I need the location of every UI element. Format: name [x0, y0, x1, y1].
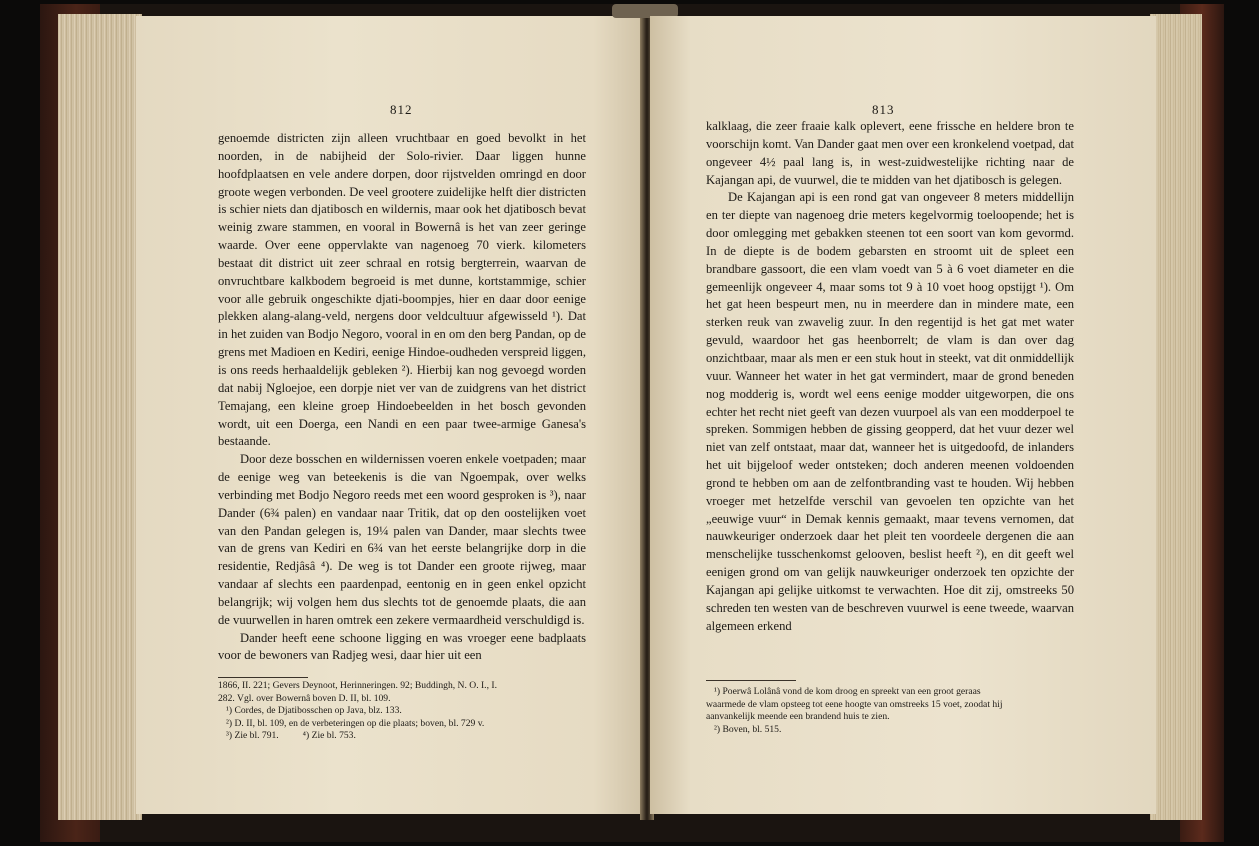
footnotes [218, 680, 588, 743]
footnotes [706, 686, 1078, 736]
paragraph: Dander heeft eene schoone ligging en was vroeger eene badplaats voor de bewoners van Radjeg wesi, daar hier uit een [218, 630, 586, 663]
left-page [136, 16, 644, 814]
footnote: ¹) Poerwâ Lolânâ vond de kom droog en spreekt van een groot geraas [714, 686, 981, 697]
right-page [650, 16, 1156, 814]
footnote: aanvankelijk meende een brandend huis te zien. [706, 711, 890, 723]
footnote-rule [218, 677, 308, 678]
page-edges-right [1150, 14, 1202, 820]
footnote: 1866, II. 221; Gevers Deynoot, Herinneringen. 92; Buddingh, N. O. I., I. [218, 680, 497, 691]
paragraph: De Kajangan api is een rond gat van ongeveer 8 meters middellijn en ter diepte van nagenoeg drie meters kegelvormig toeloopende; het is door omlegging met gebakken steenen tot een soort van kom gevormd. In de diepte is de bodem gebarsten en stroomt uit de spleet een brandbare gassoort, die een vlam voedt van 5 à 6 voet diameter en die gemeenlijk ongeveer 4, maar soms tot 9 à 10 voet hoog opstijgt ¹). Om het gat heen bespeurt men, nu in meerdere dan in mindere mate, een sterken reuk van zwavelig zuur. In den regentijd is het gat met water gevuld, waardoor het gas heenborrelt; de vlam is dan over dag onzichtbaar, maar als men er een stuk hout in steekt, vat dit onmiddellijk vuur. Wanneer het water in het gat vermindert, maar de grond beneden nog modderig is, wordt wel eens eenige modder uitgeworpen, die ons echter het recht niet geeft van dezen vuurpoel als van een modderpoel te spreken. Sommigen hebben de gissing geopperd, dat het vuur dezer wel niet van zelf ontstaat, maar dat, wanneer het is uitgedoofd, de inlanders het uit bijgeloof weder ontsteken; doch anderen meenen voldoenden grond te hebben om aan de zelfontbranding vast te houden. Wij hebben vroeger met hetzelfde verschil van gevoelen ten opzichte van het „eeuwige vuur“ in Demak kennis gemaakt, maar tevens vernomen, dat nauwkeuriger onderzoek daar het pleit ten voordeele dergenen die aan menschelijke tusschenkomst gelooven, beslist heeft ²), en dit geeft wel eenigen grond om van gelijk nauwkeuriger onderzoek ten opzichte der Kajangan api gelijke uitkomst te verwachten. Hoe dit zij, omstreeks 50 schreden ten westen van de beschreven vuurwel is eene tweede, waarvan algemeen erkend [706, 190, 1074, 633]
footnote: ²) Boven, bl. 515. [714, 723, 782, 735]
page-edges-left [58, 14, 142, 820]
footnote: 282. Vgl. over Bowernâ boven D. II, bl. 109. [218, 692, 391, 704]
footnote: ³) Zie bl. 791. ⁴) Zie bl. 753. [226, 730, 356, 742]
page-body [218, 130, 586, 665]
page-number: 813 [872, 102, 895, 117]
page-number: 812 [390, 102, 413, 117]
footnote: ²) D. II, bl. 109, en de verbeteringen op die plaats; boven, bl. 729 v. [226, 717, 485, 729]
footnote: ¹) Cordes, de Djatibosschen op Java, blz. 133. [226, 705, 402, 717]
paragraph: Door deze bosschen en wildernissen voeren enkele voetpaden; maar de eenige weg van beteekenis is die van Ngoempak, over welks verbinding met Bodjo Negoro reeds met een woord gesproken is ³), naar Dander (6¾ palen) en vandaar naar Tritik, dat op den oostelijken voet van den Pandan gelegen is, 19¼ palen van Dander, maar slechts twee van de grens van Kediri en 6¾ van het eerste belangrijke dorp in die residentie, Redjâsâ ⁴). De weg is tot Dander een groote rijweg, maar vandaar af slechts een paardenpad, eentonig en in geen enkel opzicht belangrijk; wij volgen hem dus slechts tot de genoemde plaats, die aan de vuurwellen in haren omtrek een zekere vermaardheid verschuldigd is. [218, 452, 586, 627]
paragraph: genoemde districten zijn alleen vruchtbaar en goed bevolkt in het noorden, in de nabijheid der Solo-rivier. Daar liggen hunne hoofdplaatsen en vele andere dorpen, door rijstvelden omringd en door groote wegen verbonden. De veel grootere zuidelijke helft dier districten is schier niets dan djatibosch en wildernis, maar ook het djatibosch bevat weinig zware stammen, en vooral in Bowernâ is het van zeer geringe waarde. Over eene oppervlakte van nagenoeg 70 vierk. kilometers bestaat dit district uit zeer schraal en rotsig bergterrein, waarvan de onvruchtbare kalkbodem begroeid is met dunne, kortstammige, schier voor alle gebruik ongeschikte djati-boompjes, hier en daar door eenige plekken alang-alang-veld, nergens door veldcultuur afgewisseld ¹). Dat in het zuiden van Bodjo Negoro, vooral in en om den berg Pandan, op de grens met Madioen en Kediri, eenige Hindoe-oudheden verspreid liggen, is ons reeds herhaaldelijk gebleken ²). Hierbij kan nog gevoegd worden dat nabij Ngloejoe, een dorpje niet ver van de zuidgrens van het district Temajang, een kleine groep Hindoebeelden in het bosch gevonden wordt, uit een Doerga, een Nandi en een paar twee-armige Ganesa's bestaande. [218, 131, 586, 449]
page-body [706, 118, 1074, 635]
footnote: waarmede de vlam opsteeg tot eene hoogte van omstreeks 15 voet, zoodat hij [706, 698, 1003, 710]
paragraph: kalklaag, die zeer fraaie kalk oplevert, eene frissche en heldere bron te voorschijn komt. Van Dander gaat men over een kronkelend voetpad, dat ongeveer 4½ paal lang is, in west-zuidwestelijke richting naar de Kajangan api, de vuurwel, die te midden van het djatibosch is gelegen. [706, 119, 1074, 187]
footnote-rule [706, 680, 796, 681]
